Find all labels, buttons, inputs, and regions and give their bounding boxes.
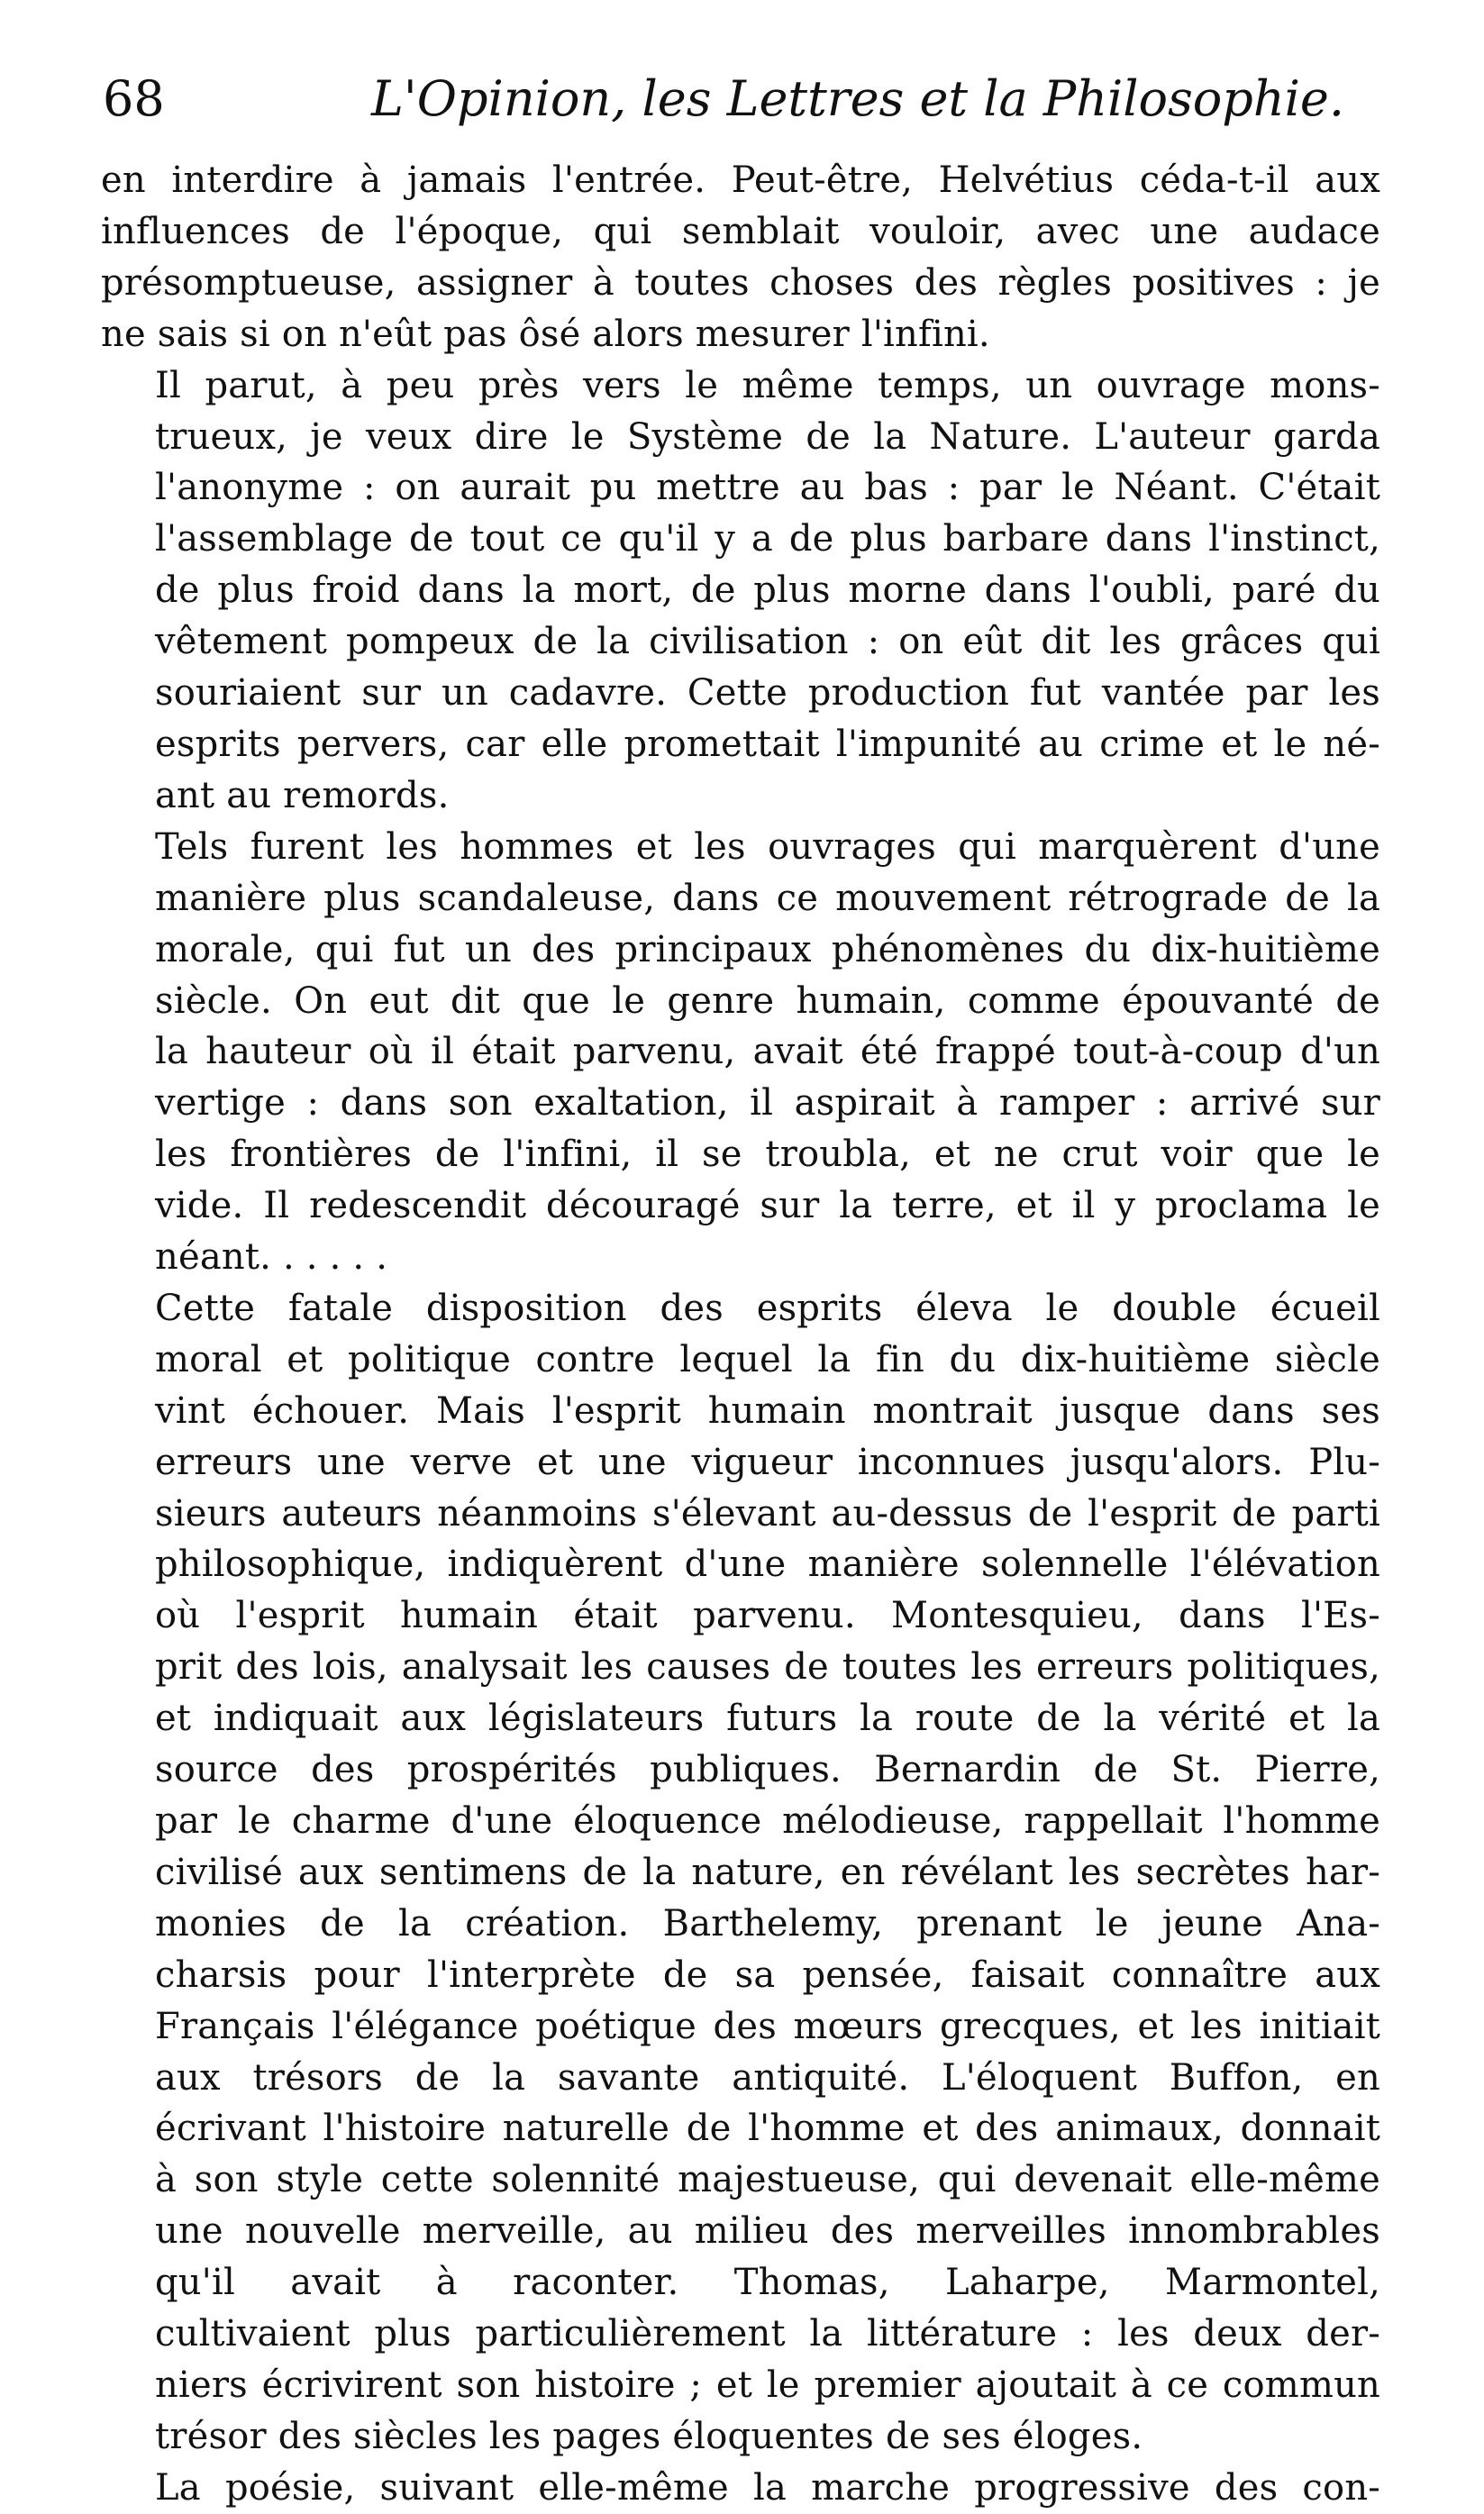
text-line: par le charme d'une éloquence mélodieuse, rappellait l'homme xyxy=(155,1800,1380,1842)
text-line: l'assemblage de tout ce qu'il y a de plus barbare dans l'instinct, xyxy=(155,518,1380,560)
text-line: influences de l'époque, qui semblait vouloir, avec une audace xyxy=(101,210,1380,252)
text-line: niers écrivirent son histoire ; et le premier ajoutait à ce commun xyxy=(155,2364,1380,2406)
text-line: ant au remords. xyxy=(155,774,450,816)
text-line: écrivant l'histoire naturelle de l'homme et des animaux, donnait xyxy=(155,2108,1380,2150)
text-line: vêtement pompeux de la civilisation : on eût dit les grâces qui xyxy=(155,621,1380,663)
text-line: de plus froid dans la mort, de plus morne dans l'oubli, paré du xyxy=(155,569,1380,612)
text-line: ne sais si on n'eût pas ôsé alors mesurer l'infini. xyxy=(101,313,990,355)
body-text xyxy=(101,155,1380,2514)
text-line: La poésie, suivant elle-même la marche progressive des con- xyxy=(155,2466,1380,2509)
text-line: en interdire à jamais l'entrée. Peut-être, Helvétius céda-t-il aux xyxy=(101,159,1380,201)
text-line: sieurs auteurs néanmoins s'élevant au-dessus de l'esprit de parti xyxy=(155,1492,1380,1535)
page-header xyxy=(101,63,1380,135)
text-line: Cette fatale disposition des esprits éleva le double écueil xyxy=(155,1287,1380,1329)
text-line: l'anonyme : on aurait pu mettre au bas : par le Néant. C'était xyxy=(155,467,1380,509)
text-line: Français l'élégance poétique des mœurs grecques, et les initiait xyxy=(155,2005,1380,2047)
paragraph xyxy=(101,360,1380,822)
text-line: manière plus scandaleuse, dans ce mouvement rétrograde de la xyxy=(155,877,1380,919)
running-head: L'Opinion, les Lettres et la Philosophie. xyxy=(371,70,1345,127)
text-line: vide. Il redescendit découragé sur la terre, et il y proclama le xyxy=(155,1185,1380,1227)
text-line: prit des lois, analysait les causes de toutes les erreurs politiques, xyxy=(155,1646,1380,1689)
text-line: siècle. On eut dit que le genre humain, comme épouvanté de xyxy=(155,979,1380,1022)
paragraph xyxy=(101,822,1380,1283)
book-page xyxy=(101,63,1380,2514)
text-line: source des prospérités publiques. Bernardin de St. Pierre, xyxy=(155,1749,1380,1791)
text-line: philosophique, indiquèrent d'une manière solennelle l'élévation xyxy=(155,1544,1380,1586)
text-line: la hauteur où il était parvenu, avait été frappé tout-à-coup d'un xyxy=(155,1031,1380,1073)
text-line: cultivaient plus particulièrement la littérature : les deux der- xyxy=(155,2313,1380,2355)
text-line: les frontières de l'infini, il se troubla, et ne crut voir que le xyxy=(155,1134,1380,1176)
paragraph xyxy=(101,2463,1380,2514)
text-line: charsis pour l'interprète de sa pensée, faisait connaître aux xyxy=(155,1954,1380,1996)
paragraph xyxy=(101,155,1380,360)
page-number: 68 xyxy=(103,70,165,127)
text-line: monies de la création. Barthelemy, prenant le jeune Ana- xyxy=(155,1902,1380,1945)
paragraph xyxy=(101,1283,1380,2463)
text-line: esprits pervers, car elle promettait l'impunité au crime et le né- xyxy=(155,723,1380,765)
text-line: vertige : dans son exaltation, il aspirait à ramper : arrivé sur xyxy=(155,1082,1380,1125)
text-line: civilisé aux sentimens de la nature, en révélant les secrètes har- xyxy=(155,1851,1380,1893)
text-line: trésor des siècles les pages éloquentes de ses éloges. xyxy=(155,2415,1143,2457)
text-line: néant. . . . . . xyxy=(155,1236,388,1279)
text-line: souriaient sur un cadavre. Cette production fut vantée par les xyxy=(155,672,1380,715)
text-line: une nouvelle merveille, au milieu des merveilles innombrables xyxy=(155,2210,1380,2253)
text-line: trueux, je veux dire le Système de la Nature. L'auteur garda xyxy=(155,415,1380,458)
text-line: vint échouer. Mais l'esprit humain montrait jusque dans ses xyxy=(155,1389,1380,1432)
text-line: qu'il avait à raconter. Thomas, Laharpe, Marmontel, xyxy=(155,2262,1380,2304)
text-line: morale, qui fut un des principaux phénomènes du dix-huitième xyxy=(155,928,1380,970)
text-line: et indiquait aux législateurs futurs la route de la vérité et la xyxy=(155,1698,1380,1740)
text-line: à son style cette solennité majestueuse, qui devenait elle-même xyxy=(155,2159,1380,2201)
text-line: erreurs une verve et une vigueur inconnues jusqu'alors. Plu- xyxy=(155,1441,1380,1483)
text-line: moral et politique contre lequel la fin du dix-huitième siècle xyxy=(155,1338,1380,1380)
text-line: présomptueuse, assigner à toutes choses des règles positives : je xyxy=(101,261,1380,304)
text-line: Tels furent les hommes et les ouvrages qui marquèrent d'une xyxy=(155,825,1380,868)
text-line: où l'esprit humain était parvenu. Montesquieu, dans l'Es- xyxy=(155,1595,1380,1637)
text-line: Il parut, à peu près vers le même temps, un ouvrage mons- xyxy=(155,364,1380,406)
text-line: aux trésors de la savante antiquité. L'éloquent Buffon, en xyxy=(155,2056,1380,2099)
